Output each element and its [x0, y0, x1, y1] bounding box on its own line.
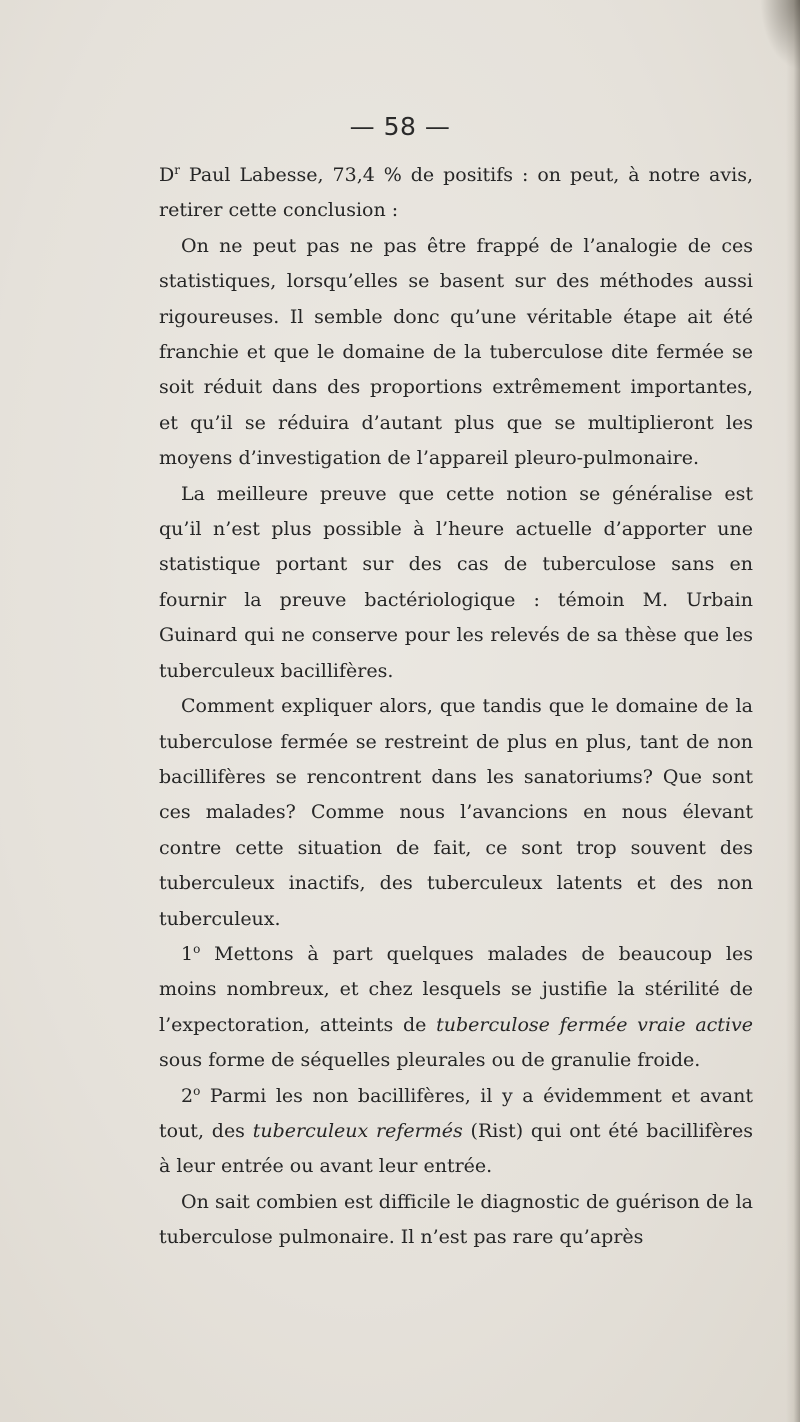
- paragraph-6: [159, 1079, 753, 1185]
- paragraph-3: La meilleure preuve que cette notion se généralise est qu’il n’est plus possible à l’heure actuelle d’apporter une statistique portant sur des cas de tuberculose sans en fournir la preuve bactériologique : témoin M. Urbain Guinard qui ne conserve pour les relevés de sa thèse que les tuberculeux bacillifères.: [159, 482, 753, 682]
- paragraph-5-ordinal: o: [193, 941, 201, 956]
- paragraph-6-italic: tuberculeux refermés: [252, 1119, 463, 1142]
- paragraph-1: [159, 158, 753, 229]
- paragraph-6-number: 2: [181, 1084, 194, 1107]
- title-abbreviation: D: [159, 164, 175, 186]
- paragraph-1-text: Paul Labesse, 73,4 % de positifs : on peut, à notre avis, retirer cette conclusion :: [159, 164, 753, 222]
- paragraph-5-number: 1: [181, 942, 194, 965]
- paragraph-6-ordinal: o: [193, 1083, 201, 1098]
- paragraph-5-text-before: Mettons à part quelques malades de beaucoup les moins nombreux, et chez lesquels se justifie la stérilité de l’expectoration, atteints de: [159, 942, 753, 1036]
- title-superscript: r: [174, 163, 180, 177]
- paragraph-6-text-before: Parmi les non bacillifères, il y a évidemment et avant tout, des: [159, 1084, 753, 1142]
- page-number: — 58 —: [349, 112, 451, 141]
- page-edge-shadow: [786, 0, 800, 1422]
- body-text: [159, 158, 753, 1256]
- paragraph-7: On sait combien est difficile le diagnostic de guérison de la tuberculose pulmonaire. Il n’est pas rare qu’après: [159, 1190, 753, 1249]
- paragraph-6-text-after: (Rist) qui ont été bacillifères à leur entrée ou avant leur entrée.: [159, 1119, 754, 1178]
- paragraph-5: [159, 937, 753, 1079]
- paragraph-4: Comment expliquer alors, que tandis que le domaine de la tuberculose fermée se restreint de plus en plus, tant de non bacillifères se rencontrent dans les sanatoriums? Que sont ces malades? Comme nous l’avancions en nous élevant contre cette situation de fait, ce sont trop souvent des tuberculeux inactifs, des tuberculeux latents et des non tuberculeux.: [159, 695, 753, 930]
- paragraph-5-italic: tuberculose fermée vraie active: [436, 1013, 753, 1036]
- paragraph-2: On ne peut pas ne pas être frappé de l’analogie de ces statistiques, lorsqu’elles se basent sur des méthodes aussi rigoureuses. Il semble donc qu’une véritable étape ait été franchie et que le domaine de la tuberculose dite fermée se soit réduit dans des proportions extrêmement importantes, et qu’il se réduira d’autant plus que se multiplieront les moyens d’investigation de l’appareil pleuro-pulmonaire.: [159, 234, 753, 470]
- paragraph-5-text-after: sous forme de séquelles pleurales ou de granulie froide.: [159, 1049, 701, 1072]
